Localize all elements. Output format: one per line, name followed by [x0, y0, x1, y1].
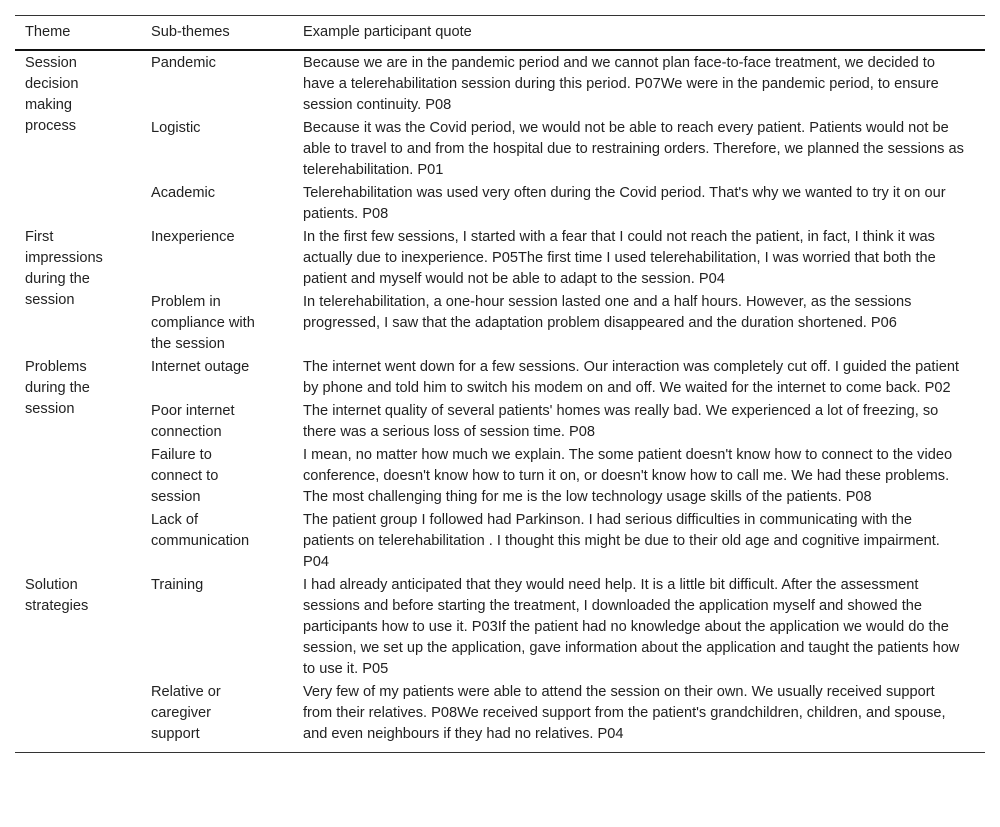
- sub-theme-cell: Training: [151, 577, 204, 593]
- table-row: [15, 445, 985, 510]
- themes-table: [15, 15, 985, 753]
- sub-theme-cell: Problem in compliance with the session: [151, 294, 255, 352]
- table-row: [15, 227, 985, 292]
- table-body: [15, 50, 985, 753]
- theme-cell: Session decision making process: [25, 55, 79, 134]
- table-row: [15, 183, 985, 227]
- sub-theme-cell: Lack of communication: [151, 512, 250, 549]
- quote-cell: I mean, no matter how much we explain. The some patient doesn't know how to connect to the video conference, doesn't know how to turn it on, or doesn't know how to call me. We had these problems. The most challenging thing for me is the low technology usage skills of the patients. P08: [303, 447, 953, 505]
- sub-theme-cell: Inexperience: [151, 229, 235, 245]
- header-theme: Theme: [15, 16, 141, 51]
- theme-cell: Problems during the session: [25, 359, 90, 417]
- header-quote: Example participant quote: [293, 16, 985, 51]
- quote-cell: Because it was the Covid period, we would not be able to reach every patient. Patients would not be able to travel to and from the hospital due to restraining orders. Therefore, we planned the sessions as telerehabilitation. P01: [303, 120, 964, 178]
- quote-cell: In the first few sessions, I started with a fear that I could not reach the patient, in fact, I think it was actually due to inexperience. P05The first time I used telerehabilitation, I was worried that both the patient and myself would not be able to adapt to the session. P04: [303, 229, 936, 287]
- header-sub-themes: Sub-themes: [141, 16, 293, 51]
- table-row: [15, 510, 985, 575]
- quote-cell: Very few of my patients were able to attend the session on their own. We usually received support from their relatives. P08We received support from the patient's grandchildren, children, and spouse, and even neighbours if they had no relatives. P04: [303, 684, 946, 742]
- table-row: [15, 292, 985, 357]
- table-row: [15, 575, 985, 682]
- header-row: [15, 16, 985, 51]
- quote-cell: I had already anticipated that they would need help. It is a little bit difficult. After the assessment sessions and before starting the treatment, I downloaded the application myself and showed the participants how to use it. P03If the patient had no knowledge about the application we would do the session, we set up the application, gave information about the application and taught the patients how to use it. P05: [303, 577, 960, 677]
- quote-cell: The patient group I followed had Parkinson. I had serious difficulties in communicating with the patients on telerehabilitation . I thought this might be due to their old age and cognitive impairment. P04: [303, 512, 940, 570]
- sub-theme-cell: Relative or caregiver support: [151, 684, 221, 742]
- table-row: [15, 357, 985, 401]
- quote-cell: The internet went down for a few sessions. Our interaction was completely cut off. I guided the patient by phone and told him to switch his modem on and off. We waited for the internet to come back. P02: [303, 359, 959, 396]
- sub-theme-cell: Failure to connect to session: [151, 447, 219, 505]
- sub-theme-cell: Internet outage: [151, 359, 250, 375]
- theme-cell: Solution strategies: [25, 577, 89, 614]
- table-row: [15, 682, 985, 753]
- table-row: [15, 50, 985, 118]
- table-row: [15, 118, 985, 183]
- table-row: [15, 401, 985, 445]
- sub-theme-cell: Academic: [151, 185, 216, 201]
- quote-cell: In telerehabilitation, a one-hour session lasted one and a half hours. However, as the sessions progressed, I saw that the adaptation problem disappeared and the duration shortened. P06: [303, 294, 912, 331]
- sub-theme-cell: Poor internet connection: [151, 403, 235, 440]
- quote-cell: The internet quality of several patients' homes was really bad. We experienced a lot of freezing, so there was a serious loss of session time. P08: [303, 403, 939, 440]
- sub-theme-cell: Pandemic: [151, 55, 216, 71]
- sub-theme-cell: Logistic: [151, 120, 201, 136]
- quote-cell: Telerehabilitation was used very often during the Covid period. That's why we wanted to try it on our patients. P08: [303, 185, 946, 222]
- theme-cell: First impressions during the session: [25, 229, 103, 308]
- quote-cell: Because we are in the pandemic period and we cannot plan face-to-face treatment, we decided to have a telerehabilitation session during this period. P07We were in the pandemic period, to ensure session continuity. P08: [303, 55, 939, 113]
